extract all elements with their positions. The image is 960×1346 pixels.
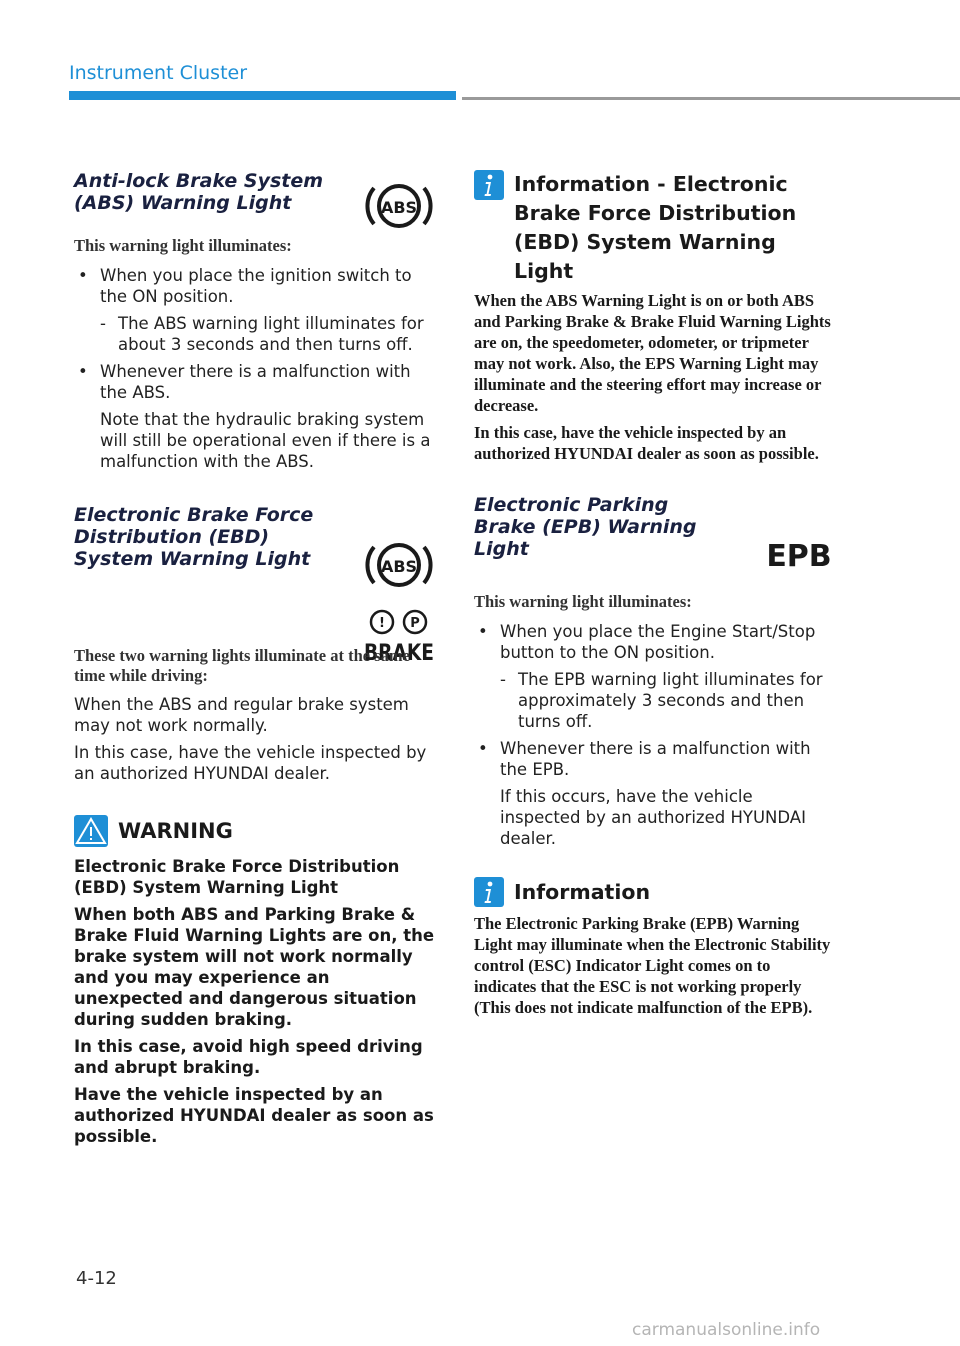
epb-bullet-1: • When you place the Engine Start/Stop button to the ON position. — [474, 621, 836, 663]
warning-paragraph-1: Electronic Brake Force Distribution (EBD) System Warning Light — [74, 857, 400, 897]
warning-title: WARNING — [118, 819, 233, 843]
svg-text:ABS: ABS — [380, 557, 418, 576]
abs-bullet-2: • Whenever there is a malfunction with the ABS. — [74, 361, 436, 403]
page-number: 4-12 — [76, 1268, 117, 1289]
svg-text:P: P — [410, 616, 420, 631]
svg-text:EPB: EPB — [766, 539, 832, 574]
info-epb-title: Information — [514, 879, 651, 904]
svg-text:BRAKE: BRAKE — [364, 641, 434, 664]
info-epb-header — [474, 877, 836, 907]
abs-lead: This warning light illuminates: — [74, 236, 292, 255]
warning-paragraph-4: Have the vehicle inspected by an authorized HYUNDAI dealer as soon as possible. — [74, 1085, 434, 1146]
info-ebd-header — [474, 170, 836, 286]
info-ebd-paragraph-1: When the ABS Warning Light is on or both ABS and Parking Brake & Brake Fluid Warning Lights are on, the speedometer, odometer, or tripmeter may not work. Also, the EPS Warning Light may illuminate and the steering effort may increase or decrease. — [474, 291, 831, 415]
warning-paragraph-2: When both ABS and Parking Brake & Brake Fluid Warning Lights are on, the brake system will not work normally and you may experience an unexpected and dangerous situation during sudden braking. — [74, 905, 435, 1029]
right-column — [474, 170, 836, 1018]
ebd-heading: Electronic Brake Force Distribution (EBD) System Warning Light — [74, 504, 314, 570]
abs-bullet-1-sub: - The ABS warning light illuminates for about 3 seconds and then turns off. — [74, 313, 436, 355]
info-icon — [474, 170, 504, 200]
left-column — [74, 170, 436, 1147]
ebd-paragraph-1: When the ABS and regular brake system may not work normally. — [74, 695, 409, 735]
warning-header — [74, 814, 436, 848]
header-rule-divider — [462, 97, 960, 100]
ebd-lead: These two warning lights illuminate at the same time while driving: — [74, 646, 410, 685]
info-ebd-title: Information - Electronic Brake Force Distribution (EBD) System Warning Light — [514, 172, 797, 283]
warning-paragraph-3: In this case, avoid high speed driving and abrupt braking. — [74, 1037, 423, 1077]
warning-icon — [74, 815, 108, 847]
abs-heading: Anti-lock Brake System (ABS) Warning Light — [74, 170, 324, 214]
header-rule-accent — [69, 91, 456, 100]
info-icon — [474, 877, 504, 907]
epb-bullet-2: • Whenever there is a malfunction with the EPB. — [474, 738, 836, 780]
epb-heading: Electronic Parking Brake (EPB) Warning Light — [474, 494, 697, 560]
abs-bullet-2-note: Note that the hydraulic braking system will still be operational even if there is a malfunction with the ABS. — [100, 410, 431, 471]
section-title: Instrument Cluster — [69, 62, 248, 84]
info-ebd-paragraph-2: In this case, have the vehicle inspected by an authorized HYUNDAI dealer as soon as possible. — [474, 423, 819, 463]
watermark: carmanualsonline.info — [632, 1320, 821, 1340]
svg-text:ABS: ABS — [380, 198, 418, 217]
epb-bullet-1-sub: - The EPB warning light illuminates for approximately 3 seconds and then turns off. — [474, 669, 836, 732]
epb-bullet-2-note: If this occurs, have the vehicle inspected by an authorized HYUNDAI dealer. — [500, 787, 806, 848]
epb-lead: This warning light illuminates: — [474, 592, 692, 611]
svg-text:!: ! — [379, 616, 385, 631]
ebd-paragraph-2: In this case, have the vehicle inspected by an authorized HYUNDAI dealer. — [74, 743, 427, 783]
info-epb-paragraph: The Electronic Parking Brake (EPB) Warning Light may illuminate when the Electronic Stability control (ESC) Indicator Light comes on to indicates that the ESC is not working properly (This does not indicate malfunction of the EPB). — [474, 914, 831, 1017]
abs-bullet-1: • When you place the ignition switch to the ON position. — [74, 265, 436, 307]
